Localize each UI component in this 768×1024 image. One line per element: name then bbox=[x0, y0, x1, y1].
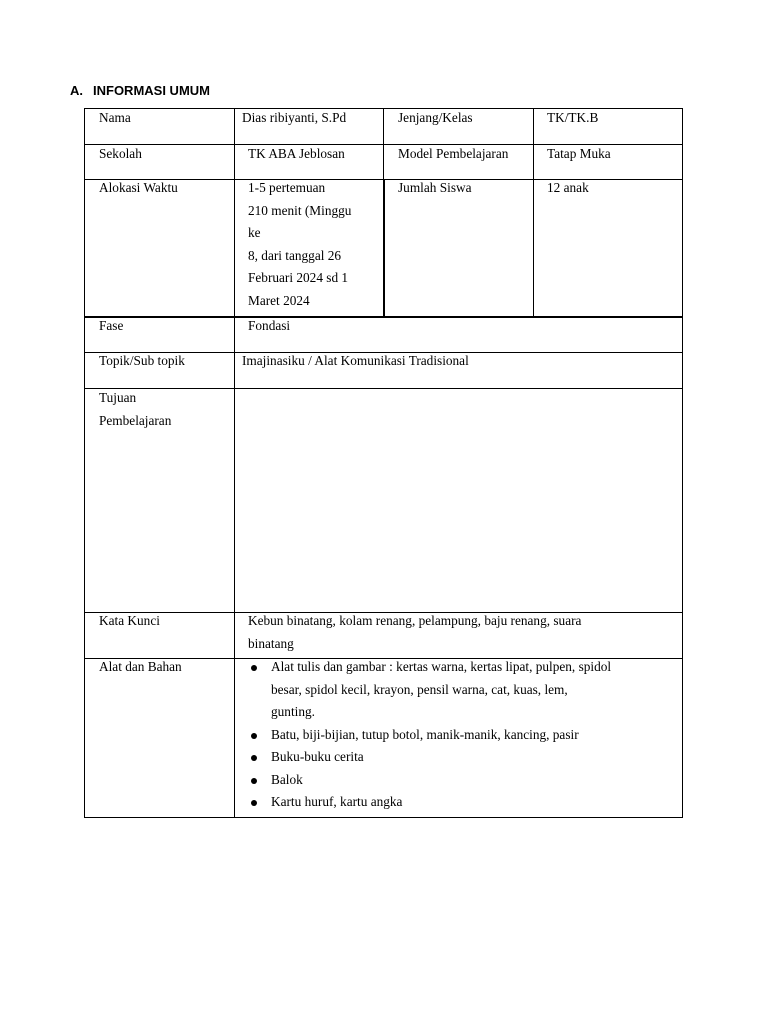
alokasi-line: 1-5 pertemuan bbox=[248, 180, 326, 195]
alokasi-line: 8, dari tanggal 26 bbox=[248, 247, 342, 263]
fase-value: Fondasi bbox=[248, 318, 291, 333]
list-item: Batu, biji-bijian, tutup botol, manik-manik, kancing, pasir bbox=[235, 724, 611, 747]
bullet-icon bbox=[251, 665, 257, 671]
section-title: INFORMASI UMUM bbox=[93, 83, 210, 98]
table-row-topik bbox=[84, 352, 683, 388]
bullet-icon bbox=[251, 800, 257, 806]
alokasi-line: ke bbox=[248, 225, 261, 240]
jumlah-label: Jumlah Siswa bbox=[398, 180, 472, 195]
kata-kunci-label: Kata Kunci bbox=[99, 613, 160, 628]
section-heading bbox=[70, 83, 210, 98]
fase-label: Fase bbox=[99, 318, 124, 333]
section-number: A. bbox=[70, 83, 83, 98]
table-row-tujuan bbox=[84, 388, 683, 612]
info-table bbox=[84, 108, 683, 818]
bullet-icon bbox=[251, 733, 257, 739]
alokasi-label: Alokasi Waktu bbox=[99, 180, 178, 195]
table-row-kata-kunci bbox=[84, 612, 683, 658]
list-item: Kartu huruf, kartu angka bbox=[235, 791, 611, 814]
list-item: Balok bbox=[235, 769, 611, 792]
table-row-alokasi bbox=[84, 179, 683, 316]
table-row-nama bbox=[84, 108, 683, 144]
alokasi-line: 210 menit (Minggu bbox=[248, 202, 352, 218]
model-value: Tatap Muka bbox=[547, 146, 611, 161]
bullet-icon bbox=[251, 755, 257, 761]
topik-value: Imajinasiku / Alat Komunikasi Tradisional bbox=[242, 353, 469, 368]
nama-label: Nama bbox=[99, 110, 131, 125]
alokasi-line: Maret 2024 bbox=[248, 292, 310, 308]
sekolah-value: TK ABA Jeblosan bbox=[248, 146, 345, 161]
bullet-icon bbox=[251, 778, 257, 784]
list-item: Buku-buku cerita bbox=[235, 746, 611, 769]
nama-value: Dias ribiyanti, S.Pd bbox=[242, 110, 347, 125]
topik-label: Topik/Sub topik bbox=[99, 353, 185, 368]
table-row-fase bbox=[84, 316, 683, 352]
alokasi-line: Februari 2024 sd 1 bbox=[248, 270, 349, 285]
alat-list bbox=[235, 656, 611, 814]
tujuan-label: Tujuan Pembelajaran bbox=[99, 390, 172, 428]
alat-list-wrap bbox=[235, 656, 611, 814]
table-row-sekolah bbox=[84, 144, 683, 179]
table-row-alat bbox=[84, 658, 683, 818]
alokasi-value bbox=[248, 177, 351, 312]
jenjang-label: Jenjang/Kelas bbox=[398, 110, 473, 125]
model-label: Model Pembelajaran bbox=[398, 146, 509, 161]
list-item: Alat tulis dan gambar : kertas warna, kertas lipat, pulpen, spidol besar, spidol kecil, krayon, pensil warna, cat, kuas, lem, gunting. bbox=[235, 656, 611, 724]
alat-label: Alat dan Bahan bbox=[99, 659, 182, 674]
sekolah-label: Sekolah bbox=[99, 146, 142, 161]
kata-kunci-value: Kebun binatang, kolam renang, pelampung, baju renang, suara binatang bbox=[248, 613, 582, 651]
jenjang-value: TK/TK.B bbox=[547, 110, 599, 125]
jumlah-value: 12 anak bbox=[547, 180, 589, 195]
